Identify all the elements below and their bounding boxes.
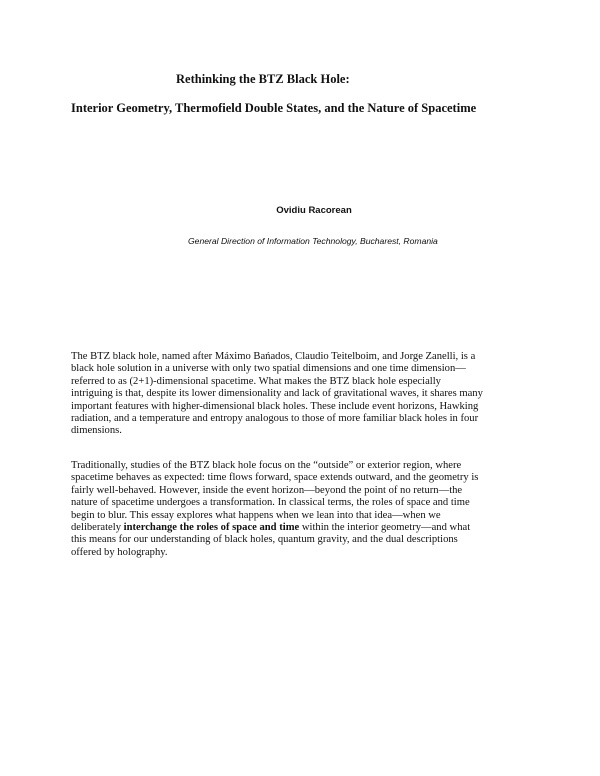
text-line: radiation, and a temperature and entropy analogous to those of more familiar black holes in four	[71, 413, 479, 425]
text-segment: within the interior geometry—and what	[299, 522, 471, 534]
author-name: Ovidiu Racorean	[276, 205, 352, 216]
text-line: dimensions.	[71, 425, 122, 437]
text-line: important features with higher-dimensional black holes. These include event horizons, Hawking	[71, 400, 479, 412]
body-paragraph-2	[71, 460, 533, 559]
text-line: begin to blur. This essay explores what happens when we lean into that idea—when we	[71, 509, 441, 521]
text-line-with-emphasis	[71, 522, 533, 534]
text-line: this means for our understanding of black holes, quantum gravity, and the dual descriptions	[71, 534, 458, 546]
text-line: intriguing is that, despite its lower dimensionality and lack of gravitational waves, it shares many	[71, 388, 483, 400]
emphasized-phrase: interchange the roles of space and time	[123, 522, 300, 534]
text-line: The BTZ black hole, named after Máximo Bańados, Claudio Teitelboim, and Jorge Zanelli, is a	[71, 351, 476, 362]
author-affiliation: General Direction of Information Technology, Bucharest, Romania	[188, 236, 438, 246]
paper-subtitle: Interior Geometry, Thermofield Double States, and the Nature of Spacetime	[71, 101, 477, 115]
text-line: black hole solution in a universe with only two spatial dimensions and one time dimension—	[71, 363, 466, 375]
text-line: spacetime behaves as expected: time flows forward, space extends outward, and the geometry is	[71, 472, 479, 484]
paper-title: Rethinking the BTZ Black Hole:	[176, 72, 350, 86]
text-segment: deliberately	[71, 522, 124, 534]
text-line: fairly well-behaved. However, inside the event horizon—beyond the point of no return—the	[71, 484, 463, 496]
text-line: Traditionally, studies of the BTZ black hole focus on the “outside” or exterior region, where	[71, 460, 462, 471]
body-paragraph-1	[71, 351, 533, 438]
text-line: nature of spacetime undergoes a transformation. In classical terms, the roles of space and time	[71, 497, 470, 509]
text-line: offered by holography.	[71, 546, 168, 558]
text-line: referred to as (2+1)-dimensional spacetime. What makes the BTZ black hole especially	[71, 375, 441, 387]
